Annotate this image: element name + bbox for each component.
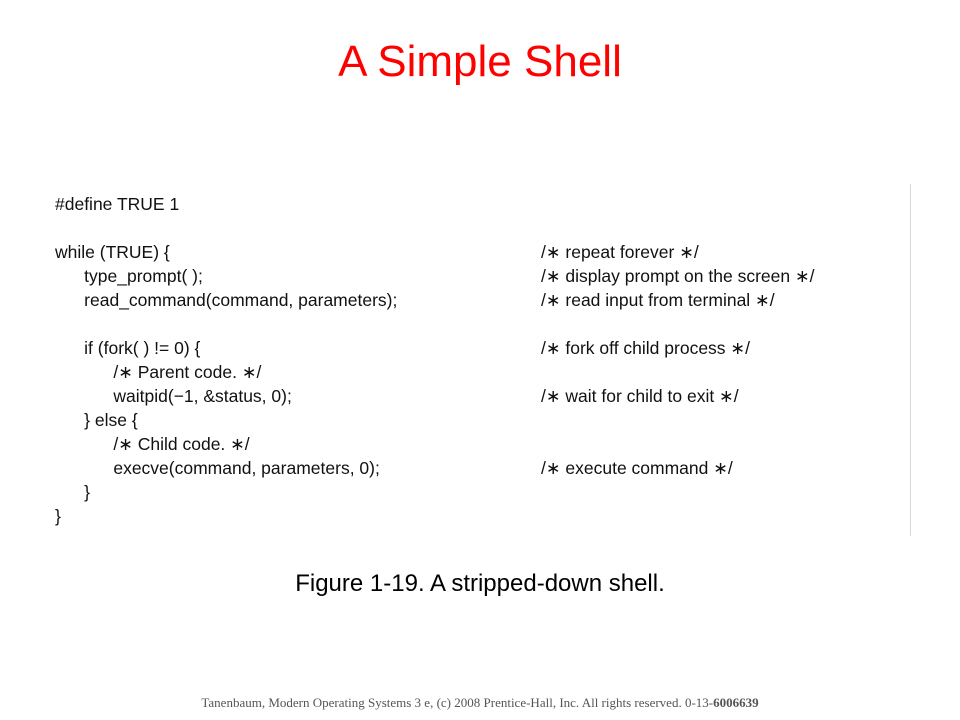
code-line bbox=[40, 336, 910, 360]
code-text: waitpid(−1, &status, 0); bbox=[55, 386, 292, 406]
code-text: read_command(command, parameters); bbox=[55, 290, 398, 310]
code-line bbox=[40, 192, 910, 216]
code-line bbox=[40, 360, 910, 384]
code-line bbox=[40, 288, 910, 312]
code-text: #define TRUE 1 bbox=[55, 194, 180, 214]
code-line bbox=[40, 384, 910, 408]
code-text: execve(command, parameters, 0); bbox=[55, 458, 380, 478]
code-comment: /∗ fork off child process ∗/ bbox=[541, 338, 750, 358]
code-text: /∗ Parent code. ∗/ bbox=[55, 362, 262, 382]
code-line bbox=[40, 504, 910, 528]
code-comment: /∗ read input from terminal ∗/ bbox=[541, 290, 775, 310]
code-comment: /∗ execute command ∗/ bbox=[541, 458, 733, 478]
footer-isbn-tail: 6006639 bbox=[713, 695, 759, 710]
slide-title: A Simple Shell bbox=[338, 37, 622, 86]
copyright-footer bbox=[0, 693, 960, 713]
code-text: } bbox=[55, 482, 91, 502]
code-line bbox=[40, 264, 910, 288]
code-line bbox=[40, 240, 910, 264]
code-line bbox=[40, 456, 910, 480]
code-text: /∗ Child code. ∗/ bbox=[55, 434, 250, 454]
code-figure bbox=[40, 184, 911, 536]
code-text: } else { bbox=[55, 410, 138, 430]
footer-text: Tanenbaum, Modern Operating Systems 3 e, (c) 2008 Prentice-Hall, Inc. All rights reserved. 0-13- bbox=[201, 695, 714, 710]
figure-caption: Figure 1-19. A stripped-down shell. bbox=[295, 570, 665, 597]
code-line bbox=[40, 312, 910, 336]
code-text: while (TRUE) { bbox=[55, 242, 170, 262]
code-text: if (fork( ) != 0) { bbox=[55, 338, 201, 358]
code-comment: /∗ display prompt on the screen ∗/ bbox=[541, 266, 815, 286]
code-comment: /∗ repeat forever ∗/ bbox=[541, 242, 699, 262]
code-line bbox=[40, 480, 910, 504]
code-line bbox=[40, 432, 910, 456]
code-comment: /∗ wait for child to exit ∗/ bbox=[541, 386, 739, 406]
code-text: } bbox=[55, 506, 61, 526]
code-line bbox=[40, 216, 910, 240]
code-line bbox=[40, 408, 910, 432]
code-text: type_prompt( ); bbox=[55, 266, 203, 286]
